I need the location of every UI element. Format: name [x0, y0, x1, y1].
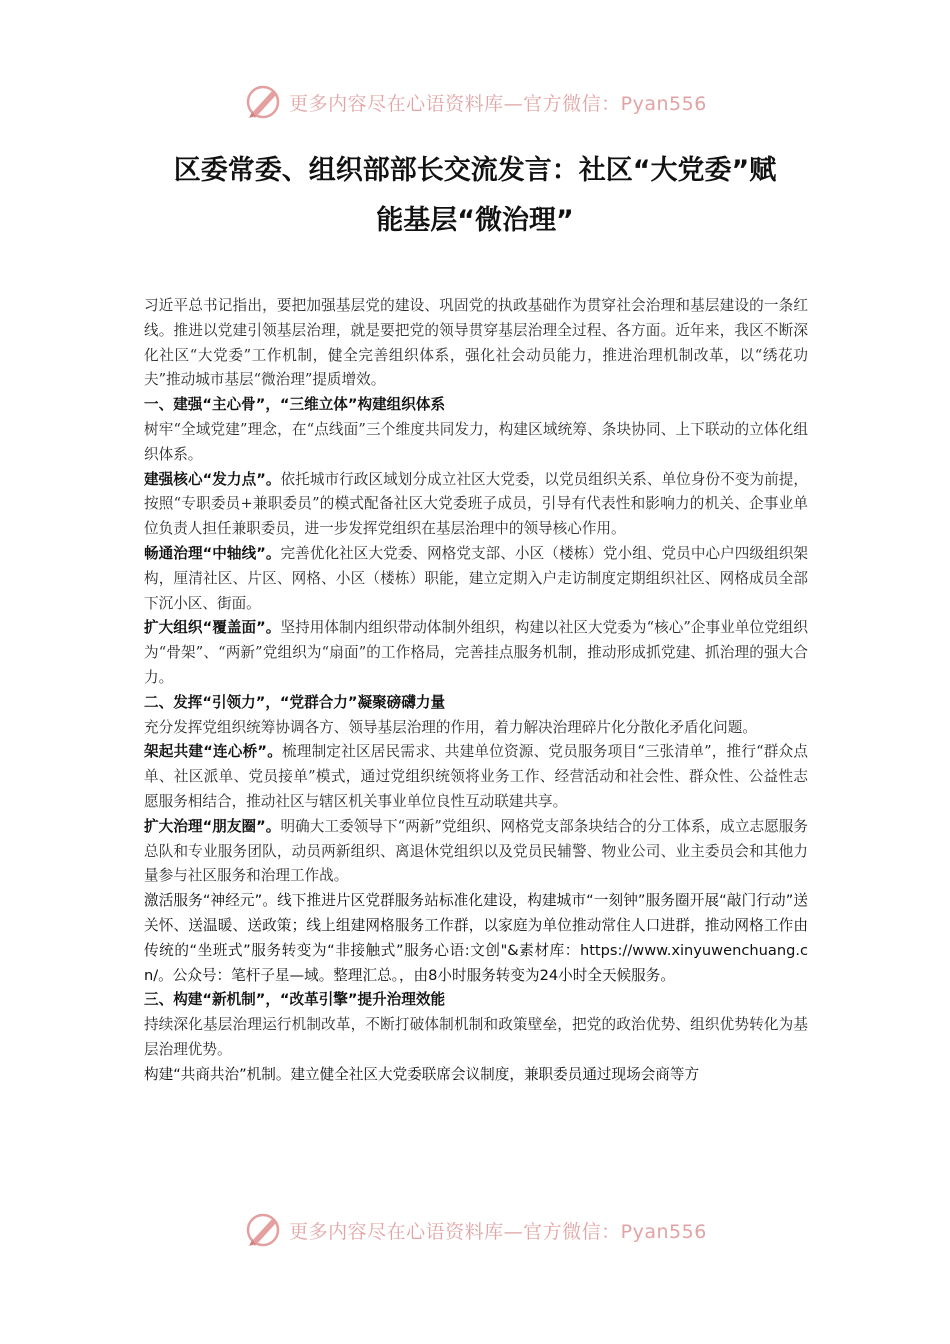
intro-paragraph: 习近平总书记指出，要把加强基层党的建设、巩固党的执政基础作为贯穿社会治理和基层建设的一条红线。推进以党建引领基层治理，就是要把党的领导贯穿基层治理全过程、各方面。近年来，我区不断深化社区“大党委”工作机制，健全完善组织体系，强化社会动员能力，推进治理机制改革，以“绣花功夫”推动城市基层“微治理”提质增效。 [144, 297, 808, 389]
section-1-heading: 一、建强“主心骨”，“三维立体”构建组织体系 [144, 396, 446, 414]
section-3-heading: 三、构建“新机制”，“改革引擎”提升治理效能 [144, 991, 446, 1009]
title-line-1: 区委常委、组织部部长交流发言：社区“大党委”赋 [173, 155, 777, 186]
title-line-2: 能基层“微治理” [376, 205, 574, 236]
section-2-lead: 充分发挥党组织统筹协调各方、领导基层治理的作用，着力解决治理碎片化分散化矛盾化问题。 [144, 718, 757, 736]
section-3-paragraph-1: 构建“共商共治”机制。建立健全社区大党委联席会议制度，兼职委员通过现场会商等方 [144, 1065, 700, 1083]
section-2-paragraph-3: 激活服务“神经元”。线下推进片区党群服务站标准化建设，构建城市“一刻钟”服务圈开展“敲门行动”送关怀、送温暖、送政策；线上组建网格服务工作群，以家庭为单位推动常住人口进群，推动网格工作由传统的“坐班式”服务转变为“非接触式”服务心语:文创"&素材库：https://www.xinyuwenchuang.cn/。公众号：笔杆子星—域。整理汇总。，由8小时服务转变为24小时全天候服务。 [144, 892, 808, 984]
section-1-lead: 树牢“全域党建”理念，在“点线面”三个维度共同发力，构建区域统筹、条块协同、上下联动的立体化组织体系。 [144, 420, 808, 463]
section-2-paragraph-2: 扩大治理“朋友圈”。明确大工委领导下“两新”党组织、网格党支部条块结合的分工体系，成立志愿服务总队和专业服务团队，动员两新组织、离退休党组织以及党员民辅警、物业公司、业主委员会和其他力量参与社区服务和治理工作战。 [144, 817, 808, 885]
section-1-paragraph-1: 建强核心“发力点”。依托城市行政区域划分成立社区大党委，以党员组织关系、单位身份不变为前提，按照“专职委员+兼职委员”的模式配备社区大党委班子成员，引导有代表性和影响力的机关、企事业单位负责人担任兼职委员，进一步发挥党组织在基层治理中的领导核心作用。 [144, 470, 808, 538]
section-1-paragraph-3: 扩大组织“覆盖面”。坚持用体制内组织带动体制外组织，构建以社区大党委为“核心”企事业单位党组织为“骨架”、“两新”党组织为“扇面”的工作格局，完善挂点服务机制，推动形成抓党建、抓治理的强大合力。 [144, 619, 808, 686]
banner-text: 更多内容尽在心语资料库—官方微信：Pyan556 [289, 1220, 707, 1243]
section-2-heading: 二、发挥“引领力”，“党群合力”凝聚磅礴力量 [144, 693, 446, 711]
page-title [140, 146, 810, 246]
pen-logo-icon [243, 1210, 283, 1250]
document-body [144, 294, 808, 1088]
header-watermark-banner [0, 80, 950, 124]
banner-text: 更多内容尽在心语资料库—官方微信：Pyan556 [289, 92, 707, 115]
section-1-paragraph-2: 畅通治理“中轴线”。完善优化社区大党委、网格党支部、小区（楼栋）党小组、党员中心户四级组织架构，厘清社区、片区、网格、小区（楼栋）职能，建立定期入户走访制度定期组织社区、网格成员全部下沉小区、街面。 [144, 544, 808, 612]
section-2-paragraph-1: 架起共建“连心桥”。梳理制定社区居民需求、共建单位资源、党员服务项目“三张清单”，推行“群众点单、社区派单、党员接单”模式，通过党组织统领将业务工作、经营活动和社会性、群众性、公益性志愿服务相结合，推动社区与辖区机关事业单位良性互动联建共享。 [144, 743, 808, 810]
pen-logo-icon [243, 82, 283, 122]
section-3-lead: 持续深化基层治理运行机制改革，不断打破体制机制和政策壁垒，把党的政治优势、组织优势转化为基层治理优势。 [144, 1016, 808, 1058]
footer-watermark-banner [0, 1208, 950, 1252]
